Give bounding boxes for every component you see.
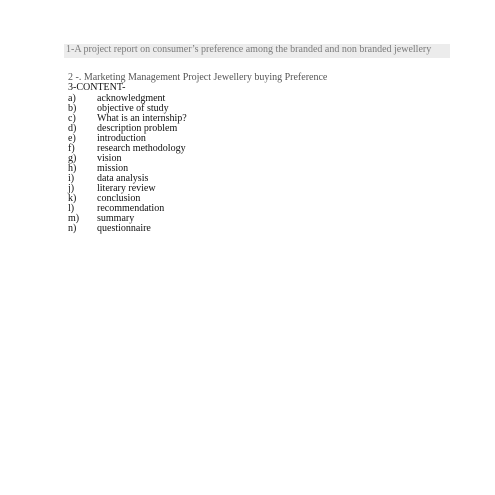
contents-item-letter: g) xyxy=(68,153,77,164)
contents-item-letter: f) xyxy=(68,143,75,154)
contents-item-letter: l) xyxy=(68,203,75,214)
contents-item-label: conclusion xyxy=(97,193,141,204)
contents-item-label: mission xyxy=(97,163,129,174)
contents-item-letter: c) xyxy=(68,113,76,124)
contents-item-label: literary review xyxy=(97,183,156,194)
contents-item-letter: e) xyxy=(68,133,76,144)
contents-item-label: objective of study xyxy=(97,103,169,114)
contents-item-letter: n) xyxy=(68,223,77,234)
contents-item-label: summary xyxy=(97,213,135,224)
contents-item-letter: h) xyxy=(68,163,77,174)
contents-item-label: acknowledgment xyxy=(97,93,166,104)
contents-item-letter: i) xyxy=(68,173,75,184)
contents-item-label: description problem xyxy=(97,123,178,134)
contents-item-label: What is an internship? xyxy=(97,113,187,124)
item-1-highlighted-text: 1-A project report on consumer’s preference among the branded and non branded jewellery xyxy=(64,44,450,58)
contents-item-letter: a) xyxy=(68,93,76,104)
contents-item-label: recommendation xyxy=(97,203,165,214)
contents-item-label: introduction xyxy=(97,133,146,144)
contents-item-label: vision xyxy=(97,153,122,164)
item-2-text: 2 -. Marketing Management Project Jewellery buying Preference xyxy=(68,72,328,83)
contents-list-item xyxy=(68,224,187,234)
contents-item-label: research methodology xyxy=(97,143,186,154)
contents-item-letter: j) xyxy=(68,183,75,194)
contents-item-letter: d) xyxy=(68,123,77,134)
contents-item-letter: m) xyxy=(68,213,80,224)
contents-item-letter: k) xyxy=(68,193,77,204)
contents-heading: 3-CONTENT- xyxy=(68,82,126,93)
contents-list xyxy=(68,94,187,234)
contents-item-label: questionnaire xyxy=(97,223,151,234)
contents-list-item xyxy=(68,144,187,154)
contents-item-label: data analysis xyxy=(97,173,149,184)
contents-item-letter: b) xyxy=(68,103,77,114)
